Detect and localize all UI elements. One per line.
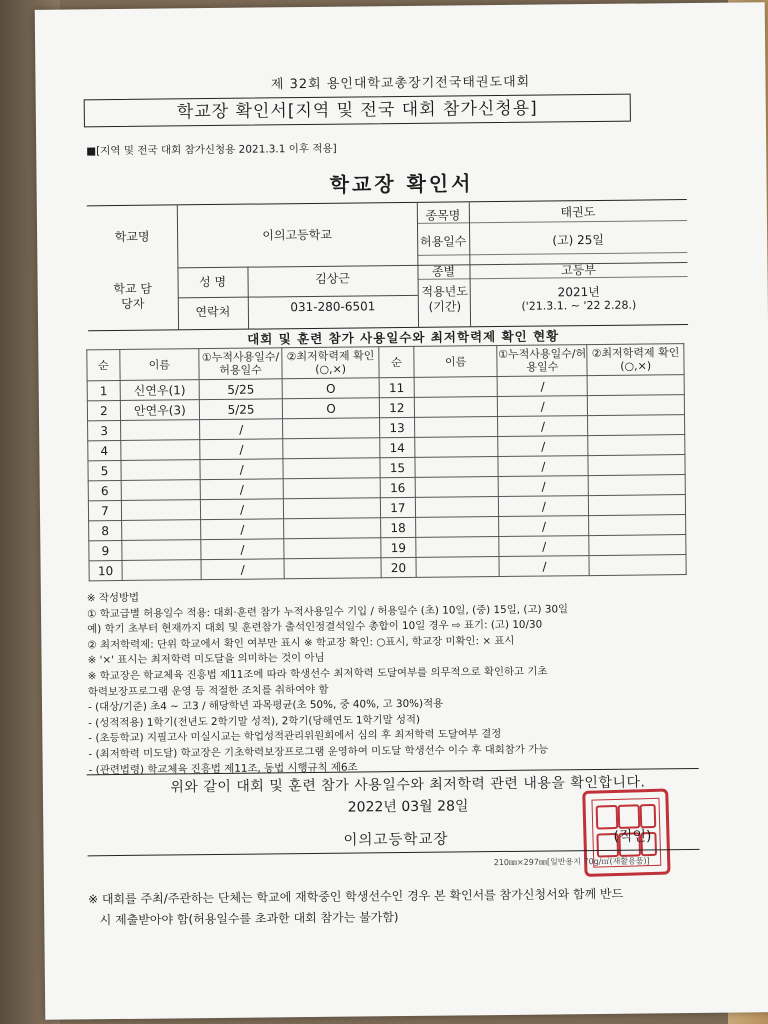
cell-days: / <box>498 436 588 457</box>
cell-days: / <box>499 556 589 577</box>
school-info-table <box>87 199 688 331</box>
cell-no: 20 <box>381 557 416 577</box>
event-label: 종목명 <box>425 208 461 223</box>
note-line: ※ 학교장은 학교체육 진흥법 제11조에 따라 학생선수 최저학력 도달여부를 의무적으로 확인하고 기초 <box>87 665 548 683</box>
cell-name <box>121 480 200 501</box>
cell-name <box>121 500 200 521</box>
participation-table <box>86 343 686 581</box>
bottom-note-line: ※ 대회를 주최/주관하는 단체는 학교에 재학중인 학생선수인 경우 본 확인서를 참가신청서와 함께 반드 <box>87 886 624 907</box>
cell-days: / <box>201 519 285 540</box>
cell-check <box>589 495 686 516</box>
header-no: 순 <box>379 346 414 377</box>
cell-no: 11 <box>379 377 414 397</box>
cell-days: / <box>498 396 588 417</box>
cell-no: 8 <box>89 520 122 540</box>
document-page <box>35 2 768 1020</box>
cell-check <box>588 435 685 456</box>
cell-days: / <box>499 476 589 497</box>
cell-check <box>588 395 685 416</box>
cell-check <box>284 558 381 579</box>
cell-name <box>415 437 499 458</box>
cell-no: 15 <box>380 457 415 477</box>
cell-name <box>414 397 498 418</box>
cell-no: 19 <box>381 537 416 557</box>
period-value: ('21.3.1. ~ '22 2.28.) <box>521 298 637 313</box>
cell-check <box>284 538 381 559</box>
cell-days: / <box>200 439 284 460</box>
cell-name <box>122 520 201 541</box>
cell-name <box>414 377 498 398</box>
cell-no: 12 <box>379 397 414 417</box>
cell-name <box>416 557 500 578</box>
cell-days: / <box>499 496 589 517</box>
cell-days: / <box>497 376 587 397</box>
cell-check <box>284 518 381 539</box>
header-check: ②최저학력제 확인(○,×) <box>587 344 684 376</box>
cell-name <box>416 537 500 558</box>
header-name: 이름 <box>120 349 199 381</box>
days-value: (고) 25일 <box>552 232 605 248</box>
cell-days: / <box>200 459 284 480</box>
cell-no: 1 <box>87 380 120 400</box>
document-date: 2022년 03월 28일 <box>347 798 469 816</box>
note-line: ① 학교급별 허용일수 적용: 대회·훈련 참가 누적사용일수 기입 / 허용일수 (초) 10일, (중) 15일, (고) 30일 <box>86 602 569 620</box>
cell-days: / <box>201 539 285 560</box>
school-value: 이의고등학교 <box>262 227 332 243</box>
principal-signature: 이의고등학교장 <box>343 831 449 849</box>
days-label: 허용일수 <box>419 234 467 249</box>
cell-no: 3 <box>88 420 121 440</box>
manager-label: 학교 담당자 <box>113 281 153 311</box>
cell-no: 7 <box>88 500 121 520</box>
contact-value: 031-280-6501 <box>290 299 376 315</box>
cell-no: 17 <box>380 497 415 517</box>
cell-name <box>415 497 499 518</box>
cell-days: / <box>498 416 588 437</box>
note-line: - (최저학력 미도달) 학교장은 기초학력보장프로그램 운영하여 미도달 학생선수 이수 후 대회참가 가능 <box>88 743 549 761</box>
cell-check <box>587 375 684 396</box>
cell-days: 5/25 <box>199 399 283 420</box>
paper-size-note: 210㎜×297㎜[일반용지 70g/㎡(재활용품)] <box>493 856 650 868</box>
note-line: ※ 작성방법 <box>86 591 140 605</box>
cell-days: 5/25 <box>199 379 283 400</box>
cell-name <box>415 417 499 438</box>
bottom-note-line: 시 제출받아야 함(허용일수를 초과한 대회 참가는 불가함) <box>88 910 399 928</box>
cell-check <box>589 555 686 576</box>
header-no: 순 <box>87 349 120 380</box>
cell-name <box>121 460 200 481</box>
cell-name <box>415 477 499 498</box>
cell-check <box>589 515 686 536</box>
cell-name: 신연우(1) <box>120 380 199 401</box>
cell-no: 6 <box>88 480 121 500</box>
cell-days: / <box>201 559 285 580</box>
name-value: 김상근 <box>315 271 351 286</box>
cell-check <box>588 455 685 476</box>
document-title: 학교장 확인서[지역 및 전국 대회 참가신청용] <box>84 94 631 128</box>
cell-days: / <box>200 479 284 500</box>
cell-name <box>122 540 201 561</box>
cell-check <box>283 458 380 479</box>
competition-title: 제 32회 용인대학교총장기전국태권도대회 <box>270 74 531 93</box>
year-label: 적용년도 (기간) <box>421 284 468 314</box>
cell-name <box>416 517 500 538</box>
cell-check <box>283 438 380 459</box>
cell-no: 16 <box>380 477 415 497</box>
cell-no: 2 <box>87 400 120 420</box>
main-title: 학교장 확인서 <box>329 171 474 197</box>
note-line: 학력보장프로그램 운영 등 적절한 조치를 취하여야 함 <box>87 683 329 698</box>
cell-check <box>283 418 380 439</box>
cell-days: / <box>498 456 588 477</box>
cell-check <box>284 498 381 519</box>
bottom-note <box>88 883 708 931</box>
header-name: 이름 <box>414 346 498 378</box>
cell-no: 4 <box>88 440 121 460</box>
cell-check <box>283 478 380 499</box>
note-line: ② 최저학력제: 단위 학교에서 확인 여부만 표시 ※ 학교장 확인: ○표시, 학교장 미확인: × 표시 <box>87 634 515 652</box>
header-days: ①누적사용일수/허용일수 <box>497 345 587 377</box>
note-line: - (대상/기준) 초4 ~ 고3 / 해당학년 과목평균(초 50%, 중 40%, 고 30%)적용 <box>87 697 444 714</box>
cell-no: 14 <box>380 437 415 457</box>
cell-no: 5 <box>88 460 121 480</box>
cell-no: 18 <box>380 517 415 537</box>
note-line: 예) 학기 초부터 현재까지 대회 및 훈련참가 출석인정결석일수 총합이 10일 경우 ⇨ 표기: (고) 10/30 <box>87 618 543 636</box>
cell-check <box>588 415 685 436</box>
seal-label: (직인) <box>613 828 652 845</box>
name-label: 성 명 <box>199 274 227 290</box>
cell-days: / <box>199 419 283 440</box>
cell-days: / <box>200 499 284 520</box>
cell-days: / <box>499 536 589 557</box>
note-line: ※ '×' 표시는 최저학력 미도달을 의미하는 것이 아님 <box>87 652 325 667</box>
school-label: 학교명 <box>114 229 150 245</box>
cell-check <box>588 475 685 496</box>
cell-days: / <box>499 516 589 537</box>
cell-name: 안연우(3) <box>120 400 199 421</box>
cell-no: 9 <box>89 540 122 560</box>
year-value: 2021년 <box>557 284 600 300</box>
contact-label: 연락처 <box>195 304 231 320</box>
note-line: - (관련법령) 학교체육 진흥법 제11조, 동법 시행규칙 제6조 <box>88 761 358 776</box>
cell-check <box>589 535 686 556</box>
division-value: 고등부 <box>561 262 596 278</box>
cell-check: O <box>282 378 379 399</box>
note-line: - (초등학교) 지필고사 미실시교는 학업성적관리위원회에서 심의 후 최저학력 도달여부 결정 <box>88 728 502 745</box>
header-days: ①누적사용일수/허용일수 <box>199 348 283 380</box>
cell-name <box>120 420 199 441</box>
division-label: 종별 <box>431 264 456 279</box>
event-value: 태권도 <box>560 204 596 220</box>
status-title: 대회 및 훈련 참가 사용일수와 최저학력제 확인 현황 <box>247 328 560 347</box>
cell-name <box>415 457 499 478</box>
cell-no: 10 <box>89 560 122 580</box>
cell-name <box>121 440 200 461</box>
cell-check: O <box>283 398 380 419</box>
cell-no: 13 <box>379 417 414 437</box>
cell-name <box>122 560 201 581</box>
note-line: - (성적적용) 1학기(전년도 2학기말 성적), 2학기(당해연도 1학기말 성적) <box>88 713 421 730</box>
confirmation-text: 위와 같이 대회 및 훈련 참가 사용일수와 최저학력 관련 내용을 확인합니다. <box>170 774 646 796</box>
header-check: ②최저학력제 확인(○,×) <box>282 347 379 379</box>
applied-note: ■[지역 및 전국 대회 참가신청용 2021.3.1 이후 적용] <box>86 142 337 158</box>
writing-instructions <box>87 585 729 779</box>
